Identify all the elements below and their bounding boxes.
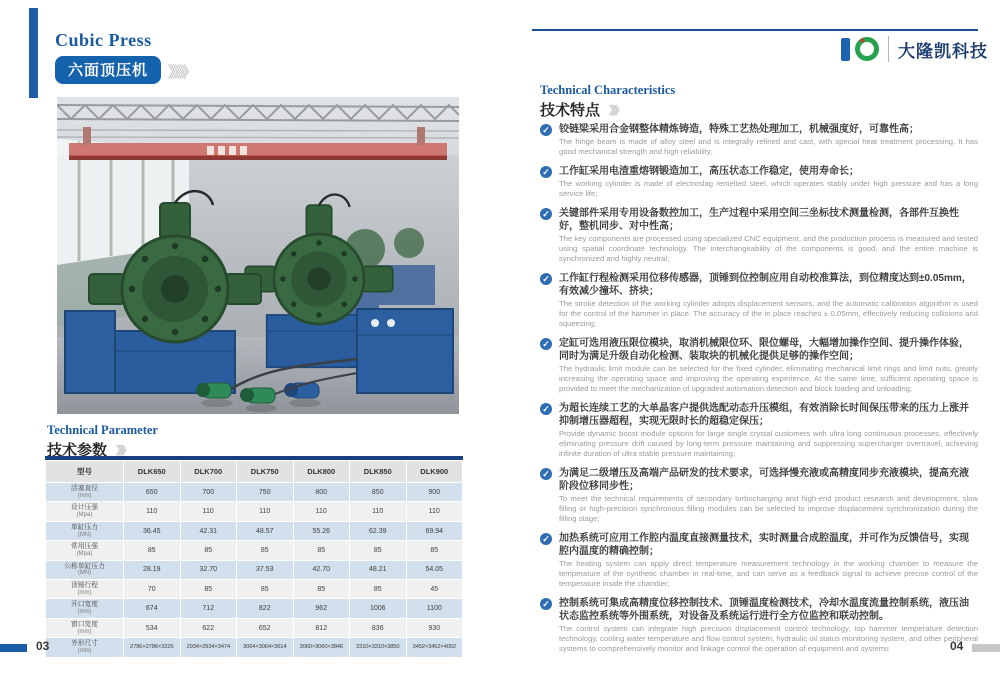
table-row <box>46 560 463 579</box>
row-unit: (mm) <box>77 609 92 616</box>
table-cell: 534 <box>124 618 181 637</box>
table-cell: 45 <box>406 580 463 599</box>
table-row <box>46 502 463 521</box>
table-row <box>46 483 463 502</box>
table-header-row <box>46 461 463 483</box>
logo-tile-icon <box>841 38 850 61</box>
table-cell: 962 <box>293 599 350 618</box>
feature-text-en: To meet the technical requirements of secondary turbocharging and high-end product research and development, slow filling or high-precision synchronous filling modules can be selected to improve displacement synchronization during the filling stage; <box>559 494 978 523</box>
table-cell: 48.21 <box>350 560 407 579</box>
feature-item <box>540 165 978 199</box>
table-cell: 700 <box>180 483 237 502</box>
chevron-decoration: 》》》 <box>116 445 130 457</box>
row-unit: (mm) <box>77 589 92 596</box>
feature-item <box>540 467 978 524</box>
table-cell: 69.94 <box>406 521 463 540</box>
table-cell: 85 <box>406 541 463 560</box>
table-cell: 85 <box>237 580 294 599</box>
table-row <box>46 599 463 618</box>
feature-text-en: The hydraulic limit module can be selected for the fixed cylinder, eliminating mechanical limit rings and limit nuts, greatly increasing the operating space and improving the operating experience. At the same time, sufficient operating space is provided to meet the mechanization of upgraded automation detection and block loading and unloading; <box>559 364 978 393</box>
table-cell: 85 <box>237 541 294 560</box>
row-unit: (MN) <box>77 531 92 538</box>
table-cell: 850 <box>350 483 407 502</box>
table-cell: 37.53 <box>237 560 294 579</box>
feature-text-zh: 工作缸采用电渣重熔钢锻造加工，高压状态工作稳定，使用寿命长； <box>559 165 859 177</box>
table-cell: 2786×2786×3226 <box>124 638 181 657</box>
table-cell: 1100 <box>406 599 463 618</box>
row-unit: (mm) <box>77 492 92 499</box>
column-header: DLK700 <box>180 461 237 483</box>
check-icon: ✓ <box>540 403 552 415</box>
table-cell: 110 <box>350 502 407 521</box>
table-cell: 812 <box>293 618 350 637</box>
feature-item <box>540 532 978 589</box>
row-unit: (mm) <box>77 648 92 655</box>
characteristics-section-heading <box>540 83 675 120</box>
table-cell: 110 <box>293 502 350 521</box>
column-header: DLK850 <box>350 461 407 483</box>
table-cell: 650 <box>124 483 181 502</box>
row-label: 设计压强 <box>70 504 99 512</box>
table-cell: 28.19 <box>124 560 181 579</box>
page-number-left: 03 <box>36 639 50 653</box>
table-cell: 48.57 <box>237 521 294 540</box>
table-cell: 55.26 <box>293 521 350 540</box>
row-unit: (mm) <box>77 628 92 635</box>
row-label: 开口宽度 <box>70 601 99 609</box>
feature-text-en: The heating system can apply direct temperature measurement technology in the working chamber to measure the temperature of the synthetic chamber in real-time, and can serve as a feedback signal to achieve precise control of the temperature inside the chamber; <box>559 558 978 588</box>
feature-item <box>540 123 978 157</box>
table-cell: 110 <box>124 502 181 521</box>
column-header: 型号 <box>46 461 124 483</box>
left-spine-bar <box>29 8 38 98</box>
characteristics-heading-en: Technical Characteristics <box>540 83 676 97</box>
feature-text-zh: 铰链梁采用合金钢整体精炼铸造，特殊工艺热处理加工，机械强度好，可靠性高； <box>559 124 919 135</box>
table-cell: 32.70 <box>180 560 237 579</box>
row-label: 外形尺寸 <box>71 640 98 648</box>
table-cell: 800 <box>293 483 350 502</box>
table-row <box>46 521 463 540</box>
check-icon: ✓ <box>540 273 552 285</box>
table-cell: 930 <box>406 618 463 637</box>
table-cell: 110 <box>237 502 294 521</box>
header-rule <box>532 29 978 31</box>
check-icon: ✓ <box>540 208 552 220</box>
logo-divider <box>888 36 889 62</box>
logo-ring-icon <box>855 37 879 61</box>
column-header: DLK900 <box>406 461 463 483</box>
table-cell: 822 <box>237 599 294 618</box>
table-cell: 674 <box>124 599 181 618</box>
row-unit: (Mpa) <box>76 551 93 558</box>
feature-item <box>540 337 978 394</box>
table-cell: 85 <box>180 541 237 560</box>
table-cell: 36.45 <box>124 521 181 540</box>
table-cell: 3064×3064×3614 <box>237 638 294 657</box>
feature-text-en: The working cylinder is made of electroslag remelted steel, which operates stably under high pressure and has a long service life; <box>559 179 978 198</box>
table-cell: 622 <box>180 618 237 637</box>
table-cell: 54.05 <box>406 560 463 579</box>
table-cell: 62.39 <box>350 521 407 540</box>
feature-text-en: The stroke detection of the working cylinder adopts displacement sensors, and the automatic calibration algorithm is used for the control of the hammer in place. The accuracy of the in place reaches ± 0.05mm, effectively reducing collisions and squeezing; <box>559 299 978 328</box>
column-header: DLK800 <box>293 461 350 483</box>
table-cell: 85 <box>350 580 407 599</box>
feature-text-zh: 为满足二级增压及高端产品研发的技术要求，可选择慢充液或高精度同步充液模块，提高充液阶段位移同步性； <box>559 467 969 492</box>
table-cell: 42.31 <box>180 521 237 540</box>
parameter-heading-zh: 技术参数 <box>47 442 108 459</box>
feature-text-zh: 为超长连续工艺的大单晶客户提供选配动态升压模组，有效消除长时间保压带来的压力上涨并抑制增压器超程，实现无限时长的超稳定保压； <box>559 402 969 427</box>
check-icon: ✓ <box>540 124 552 136</box>
table-row <box>46 580 463 599</box>
table-cell: 85 <box>350 541 407 560</box>
table-cell: 2934×2934×3474 <box>180 638 237 657</box>
check-icon: ✓ <box>540 338 552 350</box>
page-number-right: 04 <box>950 639 964 653</box>
column-header: DLK650 <box>124 461 181 483</box>
feature-text-zh: 控制系统可集成高精度位移控制技术、顶锤温度检测技术，冷却水温度流量控制系统，液压油状态监控系统等外围系统，对设备及系统运行进行全方位监控和联动控制。 <box>559 597 969 622</box>
table-cell: 712 <box>180 599 237 618</box>
feature-item <box>540 597 978 654</box>
table-cell: 70 <box>124 580 181 599</box>
company-logo <box>841 36 988 62</box>
feature-text-en: The control system can integrate high precision displacement control technology, top hammer temperature detection technology, cooling water temperature and flow control system, hydraulic oil status monitoring system, and other peripheral systems to comprehensively monitor and linkage control the operation of equipment and systems <box>559 623 978 653</box>
row-label: 窗口宽度 <box>70 620 99 628</box>
row-label: 顶锤行程 <box>70 582 99 590</box>
table-cell: 836 <box>350 618 407 637</box>
feature-text-zh: 工作缸行程检测采用位移传感器，顶锤到位控制应用自动校准算法，到位精度达到±0.05mm，有效减少撞坏、挤块； <box>559 272 972 297</box>
parameter-table <box>45 456 463 658</box>
table-row <box>46 638 463 657</box>
column-header: DLK750 <box>237 461 294 483</box>
row-unit: (Mpa) <box>76 512 93 519</box>
feature-text-zh: 定缸可选用液压限位模块，取消机械限位环、限位螺母，大幅增加操作空间、提升操作体验，同时为满足升级自动化检测、装取块的机械化提供足够的操作空间； <box>559 337 969 362</box>
table-cell: 3060×3060×3846 <box>293 638 350 657</box>
table-cell: 3452×3452×4002 <box>406 638 463 657</box>
feature-text-en: Provide dynamic boost module options for large single crystal customers with ultra long continuous processes, effectively eliminating pressure drift caused by long-term pressure maintaining and suppressing supercharger overtravel, achieving infinite duration of ultra stable pressure maintaining; <box>559 429 978 458</box>
chevron-decoration: 》》》 <box>609 105 623 117</box>
row-label: 活塞直径 <box>70 485 99 492</box>
feature-text-en: The key components are processed using specialized CNC equipment, and the production process is measured and tested using spatial coordinate technology. The interchangeability of the components is good, and the entire machine is synchronized and highly neutral; <box>559 234 978 263</box>
table-cell: 1006 <box>350 599 407 618</box>
table-cell: 42.70 <box>293 560 350 579</box>
row-unit: (MN) <box>77 570 92 577</box>
table-row <box>46 541 463 560</box>
row-label: 公称单缸压力 <box>64 562 105 570</box>
table-cell: 750 <box>237 483 294 502</box>
logo-star-icon: ✦ <box>858 36 867 47</box>
check-icon: ✓ <box>540 533 552 545</box>
table-cell: 900 <box>406 483 463 502</box>
feature-text-zh: 加热系统可应用工作腔内温度直接测量技术，实时测量合成腔温度，并可作为反馈信号，实现腔内温度的精确控制； <box>559 532 969 557</box>
table-cell: 3310×3310×3850 <box>350 638 407 657</box>
check-icon: ✓ <box>540 468 552 480</box>
table-cell: 85 <box>293 541 350 560</box>
page-number-bar-left <box>0 644 27 652</box>
chevron-decoration: 》》》》 <box>168 64 194 81</box>
check-icon: ✓ <box>540 598 552 610</box>
table-cell: 652 <box>237 618 294 637</box>
feature-item <box>540 207 978 264</box>
table-cell: 110 <box>406 502 463 521</box>
table-cell: 85 <box>293 580 350 599</box>
workshop-photo-illustration <box>57 97 459 414</box>
feature-item <box>540 402 978 459</box>
page-title-en: Cubic Press <box>55 30 152 50</box>
page-title-zh-badge: 六面顶压机 <box>55 56 161 84</box>
check-icon: ✓ <box>540 166 552 178</box>
table-cell: 85 <box>124 541 181 560</box>
table-cell: 85 <box>180 580 237 599</box>
feature-text-en: The hinge beam is made of alloy steel and is integrally refined and cast, with special heat treatment processing. It has good mechanical strength and high reliability; <box>559 137 978 157</box>
feature-list <box>540 123 978 661</box>
table-cell: 110 <box>180 502 237 521</box>
feature-text-zh: 关键部件采用专用设备数控加工，生产过程中采用空间三坐标技术测量检测，各部件互换性好，整机同步、对中性高； <box>559 207 959 232</box>
feature-item <box>540 272 978 329</box>
company-name: 大隆凯科技 <box>898 41 988 61</box>
row-label: 常用压强 <box>70 543 99 551</box>
row-label: 单缸压力 <box>70 523 99 531</box>
table-row <box>46 618 463 637</box>
characteristics-heading-zh: 技术特点 <box>540 102 601 119</box>
parameter-section-heading <box>47 423 158 460</box>
parameter-heading-en: Technical Parameter <box>47 423 158 437</box>
workshop-photo <box>57 97 459 414</box>
